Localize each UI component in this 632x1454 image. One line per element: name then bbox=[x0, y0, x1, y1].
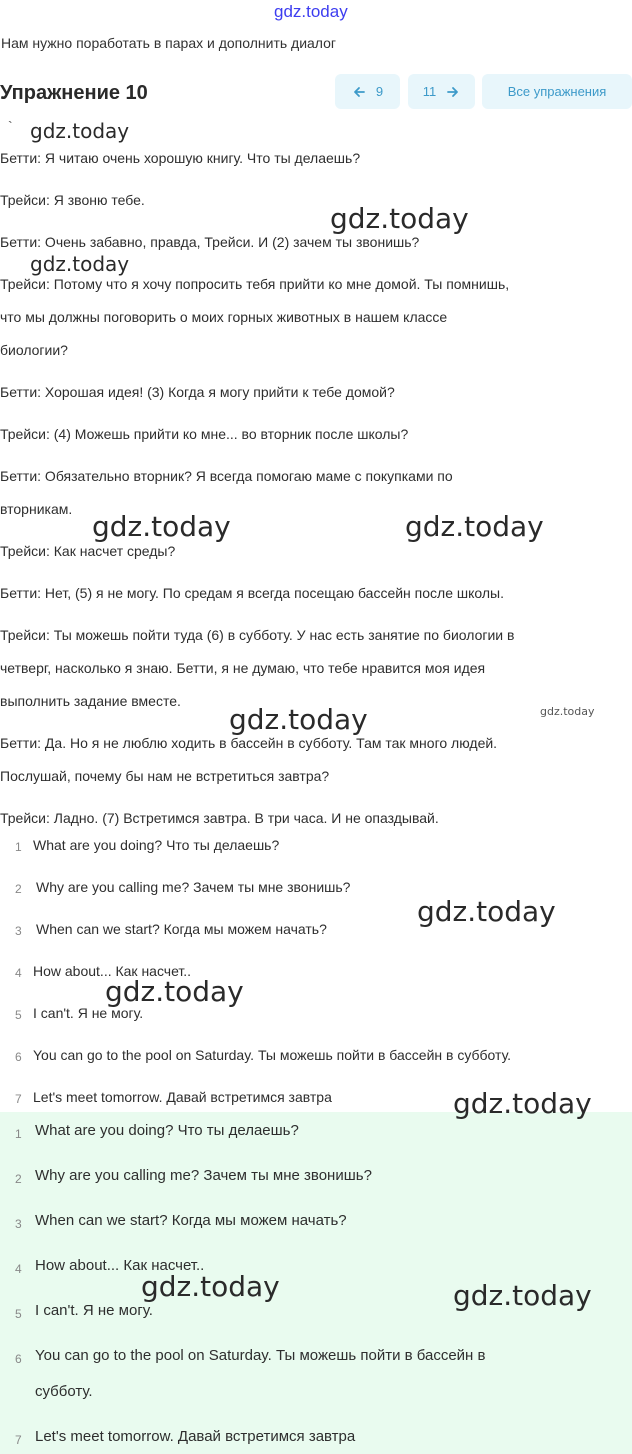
prev-exercise-button[interactable] bbox=[335, 74, 400, 109]
dialog-line: Трейси: Потому что я хочу попросить тебя прийти ко мне домой. Ты помнишь, bbox=[0, 276, 510, 292]
answer-number: 2 bbox=[15, 882, 22, 896]
answer-item: How about... Как насчет.. bbox=[33, 963, 192, 979]
dialog-line: Бетти: Я читаю очень хорошую книгу. Что ты делаешь? bbox=[0, 150, 361, 166]
answer-number: 1 bbox=[15, 840, 22, 854]
answer-number: 6 bbox=[15, 1050, 22, 1064]
answer-item: Why are you calling me? Зачем ты мне звонишь? bbox=[36, 879, 351, 895]
answer-number: 5 bbox=[15, 1008, 22, 1022]
watermark: gdz.today bbox=[417, 895, 556, 928]
answer-number: 1 bbox=[15, 1127, 22, 1141]
answer-number: 3 bbox=[15, 1217, 22, 1231]
answer-number: 3 bbox=[15, 924, 22, 938]
dialog-line: Бетти: Обязательно вторник? Я всегда помогаю маме с покупками по bbox=[0, 468, 453, 484]
watermark: gdz.today bbox=[92, 510, 231, 543]
watermark: gdz.today bbox=[141, 1270, 280, 1303]
answer-item: I can't. Я не могу. bbox=[35, 1302, 153, 1319]
answer-item: When can we start? Когда мы можем начать? bbox=[35, 1212, 347, 1229]
dialog-line: Бетти: Очень забавно, правда, Трейси. И (2) зачем ты звонишь? bbox=[0, 234, 420, 250]
watermark: gdz.today bbox=[30, 119, 130, 143]
answer-item: I can't. Я не могу. bbox=[33, 1005, 144, 1021]
answer-item: What are you doing? Что ты делаешь? bbox=[35, 1122, 299, 1139]
watermark: gdz.today bbox=[453, 1087, 592, 1120]
arrow-right-icon bbox=[446, 85, 460, 99]
dialog-line: Трейси: Ладно. (7) Встретимся завтра. В три часа. И не опаздывай. bbox=[0, 810, 439, 826]
all-exercises-label: Все упражнения bbox=[507, 84, 607, 99]
answer-number: 2 bbox=[15, 1172, 22, 1186]
site-logo[interactable]: gdz.today bbox=[274, 2, 348, 21]
answer-item: Let's meet tomorrow. Давай встретимся завтра bbox=[33, 1089, 332, 1105]
all-exercises-button[interactable] bbox=[482, 74, 632, 109]
answer-number: 4 bbox=[15, 1262, 22, 1276]
answer-item: Why are you calling me? Зачем ты мне звонишь? bbox=[35, 1167, 372, 1184]
watermark: gdz.today bbox=[229, 703, 368, 736]
watermark: gdz.today bbox=[453, 1279, 592, 1312]
answer-item: What are you doing? Что ты делаешь? bbox=[33, 837, 280, 853]
answer-item: When can we start? Когда мы можем начать? bbox=[36, 921, 327, 937]
answer-item-continued: субботу. bbox=[35, 1383, 93, 1400]
dialog-line: вторникам. bbox=[0, 501, 73, 517]
answer-item: Let's meet tomorrow. Давай встретимся завтра bbox=[35, 1428, 356, 1445]
dialog-line: Трейси: Как насчет среды? bbox=[0, 543, 176, 559]
watermark: gdz.today bbox=[330, 202, 469, 235]
dialog-line: выполнить задание вместе. bbox=[0, 693, 181, 709]
tick-mark: ` bbox=[8, 118, 13, 134]
dialog-line: Трейси: Ты можешь пойти туда (6) в субботу. У нас есть занятие по биологии в bbox=[0, 627, 515, 643]
dialog-line: Трейси: Я звоню тебе. bbox=[0, 192, 145, 208]
prev-exercise-label: 9 bbox=[375, 84, 384, 99]
dialog-line: Бетти: Нет, (5) я не могу. По средам я всегда посещаю бассейн после школы. bbox=[0, 585, 504, 601]
watermark: gdz.today bbox=[30, 252, 130, 276]
next-exercise-button[interactable] bbox=[408, 74, 475, 109]
answer-item: How about... Как насчет.. bbox=[35, 1257, 205, 1274]
answer-item: You can go to the pool on Saturday. Ты можешь пойти в бассейн в субботу. bbox=[33, 1047, 512, 1063]
answer-number: 4 bbox=[15, 966, 22, 980]
exercise-title: Упражнение 10 bbox=[0, 82, 148, 104]
watermark: gdz.today bbox=[105, 975, 244, 1008]
answer-item: You can go to the pool on Saturday. Ты можешь пойти в бассейн в bbox=[35, 1347, 486, 1364]
answer-number: 5 bbox=[15, 1307, 22, 1321]
watermark: gdz.today bbox=[540, 705, 595, 718]
dialog-line: биологии? bbox=[0, 342, 68, 358]
dialog-line: Послушай, почему бы нам не встретиться завтра? bbox=[0, 768, 330, 784]
answer-number: 7 bbox=[15, 1092, 22, 1106]
answer-number: 7 bbox=[15, 1433, 22, 1447]
arrow-left-icon bbox=[352, 85, 366, 99]
dialog-line: Бетти: Хорошая идея! (3) Когда я могу прийти к тебе домой? bbox=[0, 384, 395, 400]
answer-number: 6 bbox=[15, 1352, 22, 1366]
dialog-line: Трейси: (4) Можешь прийти ко мне... во вторник после школы? bbox=[0, 426, 409, 442]
dialog-line: что мы должны поговорить о моих горных животных в нашем классе bbox=[0, 309, 448, 325]
dialog-line: четверг, насколько я знаю. Бетти, я не думаю, что тебе нравится моя идея bbox=[0, 660, 486, 676]
task-intro: Нам нужно поработать в парах и дополнить диалог bbox=[1, 35, 337, 51]
watermark: gdz.today bbox=[405, 510, 544, 543]
next-exercise-label: 11 bbox=[422, 84, 437, 99]
dialog-line: Бетти: Да. Но я не люблю ходить в бассейн в субботу. Там так много людей. bbox=[0, 735, 498, 751]
